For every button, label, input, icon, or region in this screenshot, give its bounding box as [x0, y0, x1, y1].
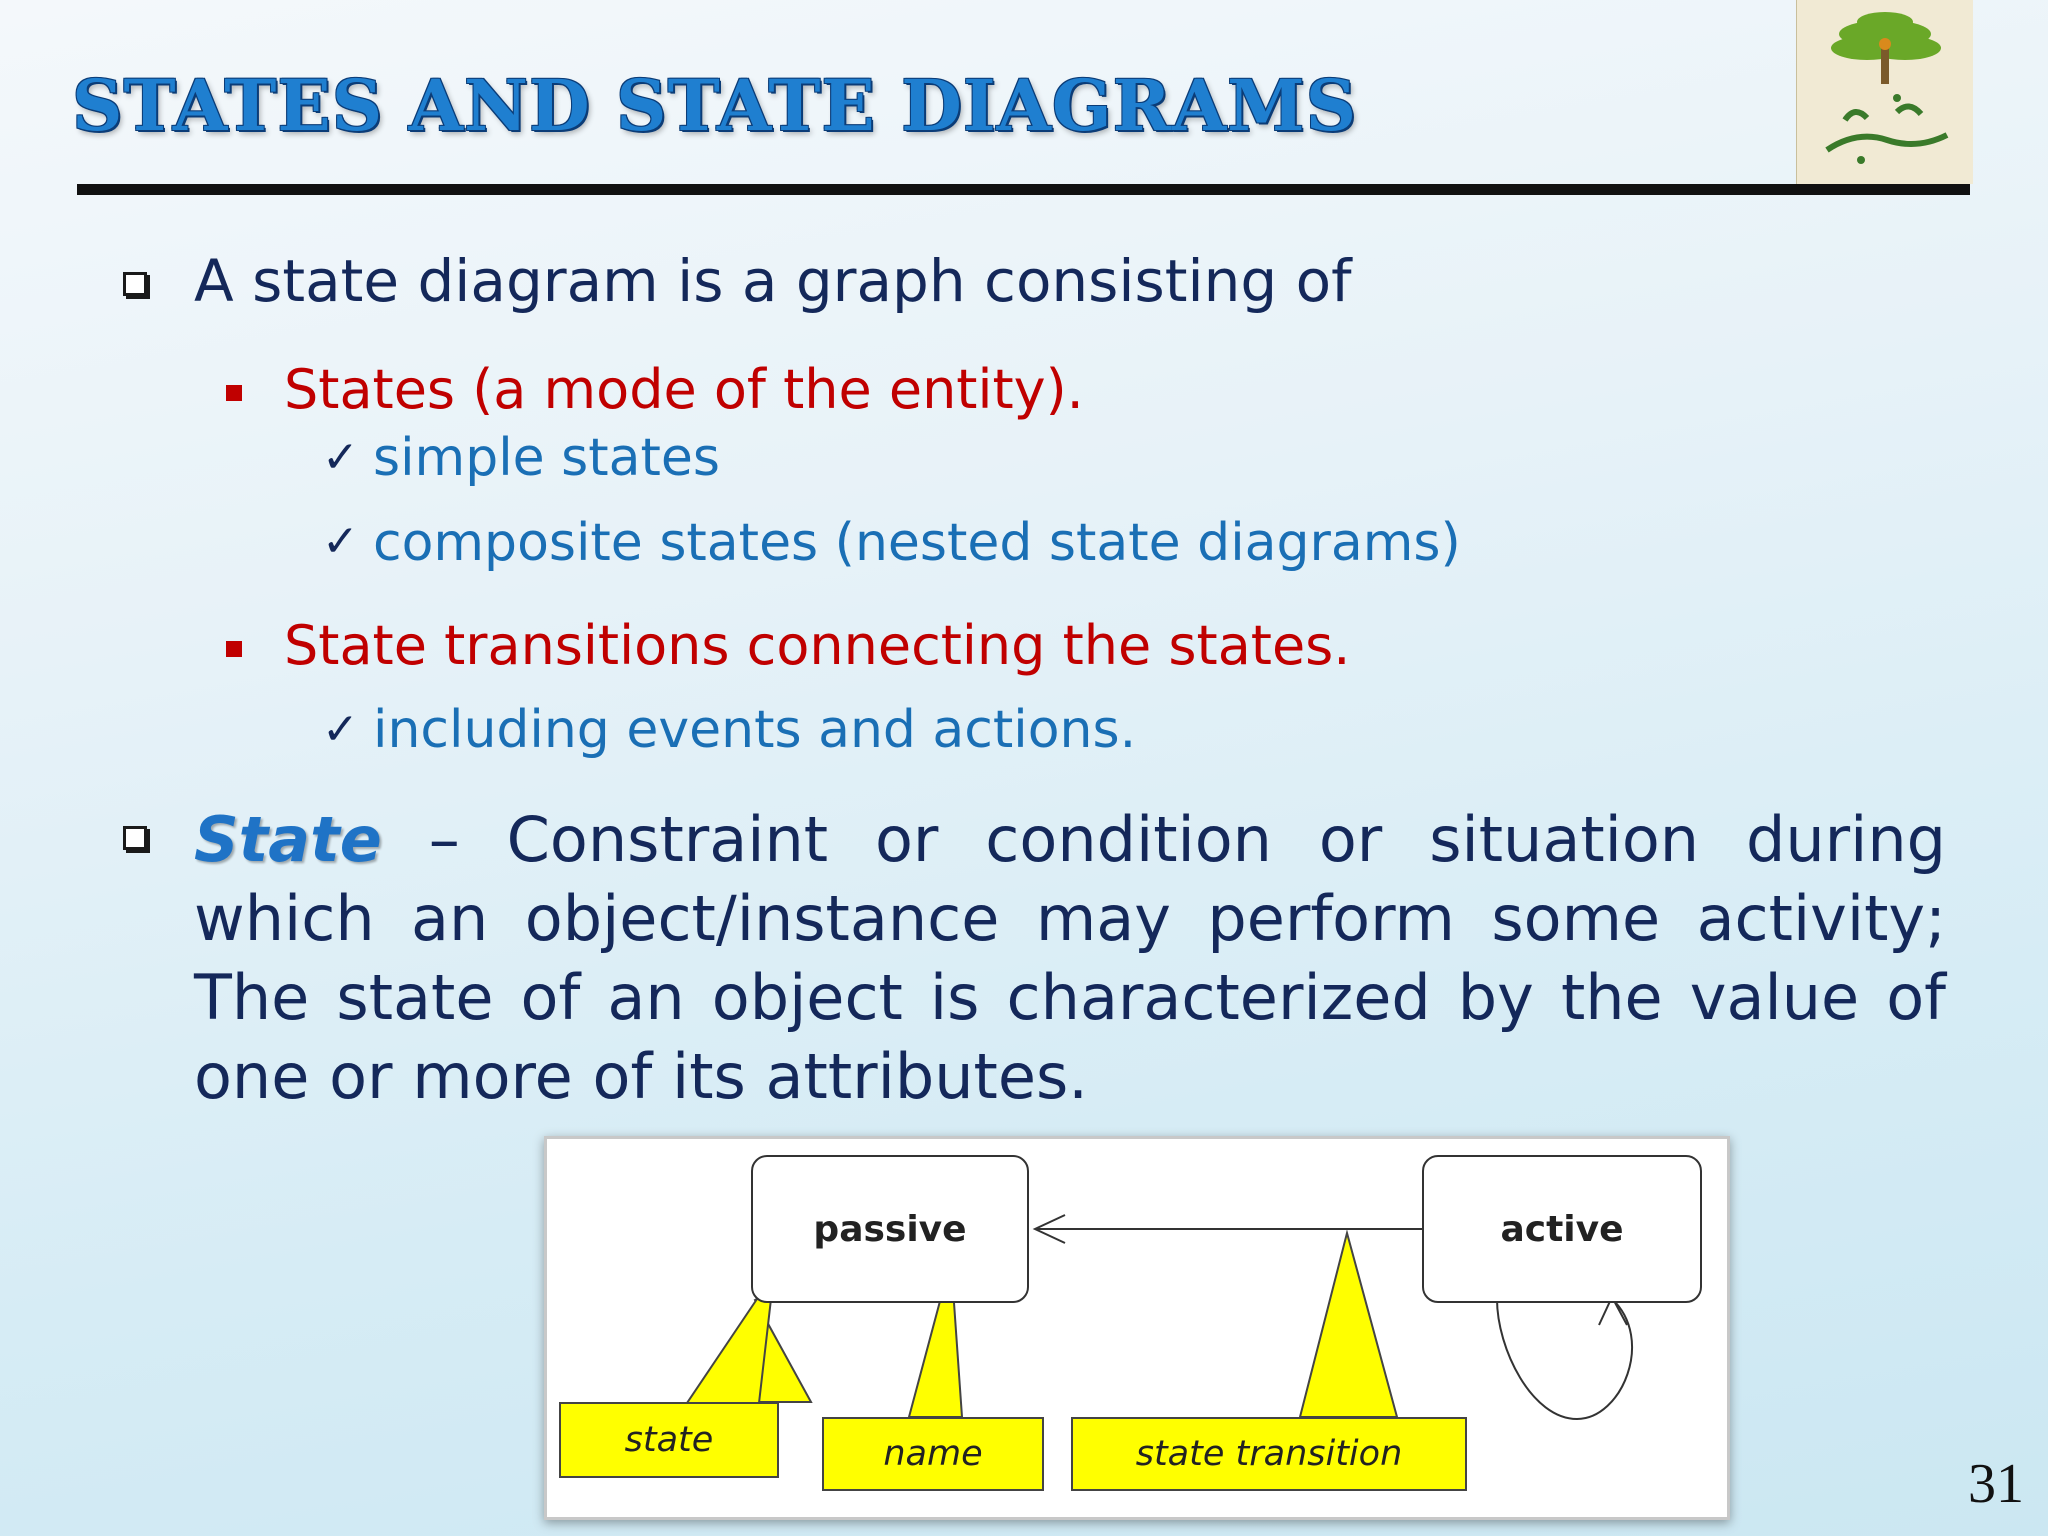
state-term: State	[194, 803, 382, 876]
red-square-bullet-icon	[226, 385, 242, 401]
tree-logo	[1796, 0, 1973, 184]
bullet-intro: A state diagram is a graph consisting of	[194, 247, 1352, 315]
note-state: state	[559, 1402, 779, 1478]
bullet-transitions: State transitions connecting the states.	[284, 614, 1351, 677]
state-definition	[194, 800, 1946, 1116]
note-state-transition: state transition	[1071, 1417, 1467, 1491]
hollow-square-bullet-icon	[123, 272, 147, 296]
bullet-states: States (a mode of the entity).	[284, 358, 1084, 421]
title-rule	[77, 184, 1970, 195]
red-square-bullet-icon	[226, 641, 242, 657]
state-active: active	[1422, 1155, 1702, 1303]
note-name: name	[822, 1417, 1044, 1491]
bullet-including: including events and actions.	[373, 700, 1137, 760]
checkmark-icon: ✓	[322, 704, 359, 755]
definition-dash: –	[381, 803, 507, 876]
hollow-square-bullet-icon	[123, 826, 147, 850]
page-number: 31	[1968, 1453, 2024, 1515]
checkmark-icon: ✓	[322, 516, 359, 567]
checkmark-icon: ✓	[322, 432, 359, 483]
bullet-simple-states: simple states	[373, 428, 720, 488]
state-passive: passive	[751, 1155, 1029, 1303]
definition-text: Constraint or condition or situation during which an object/instance may perform some activity; The state of an object is characterized by the value of one or more of its attributes.	[194, 803, 1946, 1113]
bullet-composite-states: composite states (nested state diagrams)	[373, 513, 1461, 573]
slide-title: STATES AND STATE DIAGRAMS	[72, 64, 1358, 147]
state-diagram	[544, 1136, 1730, 1520]
